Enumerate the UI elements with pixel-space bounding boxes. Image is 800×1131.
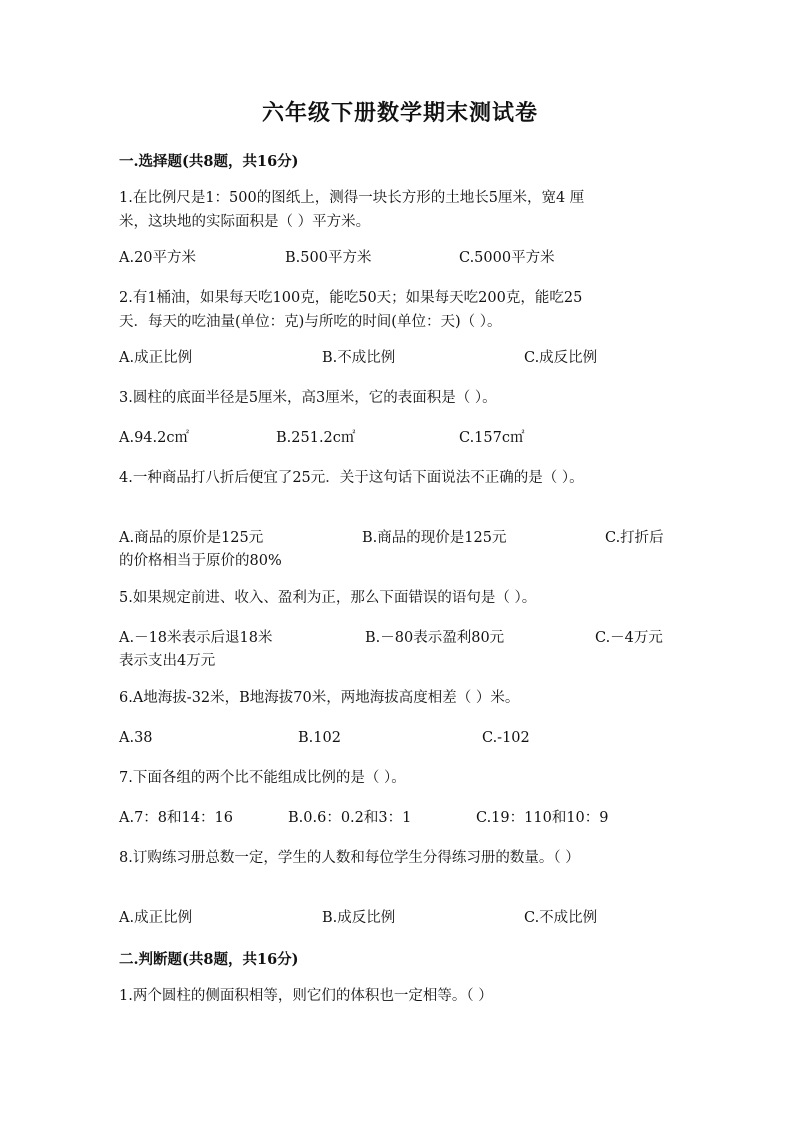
question-8 bbox=[119, 846, 679, 870]
question-7-line-1: 7.下面各组的两个比不能组成比例的是（ ）。 bbox=[119, 770, 406, 786]
question-3-option-c: C.157c㎡ bbox=[459, 430, 525, 446]
question-7-options bbox=[119, 806, 679, 830]
question-2-option-a: A.成正比例 bbox=[119, 350, 193, 366]
question-5-option-c: C.－4万元 bbox=[595, 630, 663, 646]
question-6-line-1: 6.A地海拔-32米，B地海拔70米，两地海拔高度相差（ ）米。 bbox=[119, 690, 520, 706]
question-8-options bbox=[119, 906, 679, 930]
question-1-option-c: C.5000平方米 bbox=[459, 250, 555, 266]
question-5-option-b: B.－80表示盈利80元 bbox=[365, 630, 505, 646]
question-3-option-a: A.94.2c㎡ bbox=[119, 430, 189, 446]
section-heading-judgment: 二.判断题(共8题，共16分) bbox=[119, 951, 299, 968]
question-1-line-1: 1.在比例尺是1：500的图纸上，测得一块长方形的土地长5厘米，宽4 厘 bbox=[119, 190, 585, 206]
question-2-option-b: B.不成比例 bbox=[322, 350, 396, 366]
question-6-option-c: C.-102 bbox=[482, 730, 530, 746]
question-7-option-a: A.7：8和14：16 bbox=[119, 810, 233, 826]
question-5-options bbox=[119, 626, 679, 650]
question-4 bbox=[119, 466, 679, 490]
question-8-option-c: C.不成比例 bbox=[524, 910, 598, 926]
question-3 bbox=[119, 386, 679, 410]
question-7 bbox=[119, 766, 679, 790]
question-5-line-1: 5.如果规定前进、收入、盈利为正，那么下面错误的语句是（ ）。 bbox=[119, 590, 537, 606]
question-7-option-b: B.0.6：0.2和3：1 bbox=[288, 810, 412, 826]
judgment-question-1 bbox=[119, 984, 679, 1008]
question-5-options-continued bbox=[119, 649, 679, 673]
question-5-option-a: A.－18米表示后退18米 bbox=[119, 630, 273, 646]
question-2-option-c: C.成反比例 bbox=[524, 350, 598, 366]
section-heading-choice: 一.选择题(共8题，共16分) bbox=[119, 153, 299, 170]
page-title: 六年级下册数学期末测试卷 bbox=[261, 100, 538, 126]
question-6-option-a: A.38 bbox=[119, 730, 153, 746]
question-4-option-c: C.打折后 bbox=[605, 530, 664, 546]
question-2-line-2: 天．每天的吃油量(单位：克)与所吃的时间(单位：天)（ ）。 bbox=[119, 314, 502, 330]
question-1-options bbox=[119, 246, 679, 270]
question-7-option-c: C.19：110和10：9 bbox=[476, 810, 609, 826]
question-2-options bbox=[119, 346, 679, 370]
question-1-option-a: A.20平方米 bbox=[119, 250, 197, 266]
question-4-option-b: B.商品的现价是125元 bbox=[362, 530, 507, 546]
question-4-line-1: 4.一种商品打八折后便宜了25元．关于这句话下面说法不正确的是（ ）。 bbox=[119, 470, 584, 486]
question-8-option-b: B.成反比例 bbox=[322, 910, 396, 926]
question-1-option-b: B.500平方米 bbox=[285, 250, 372, 266]
question-5-option-c-continued: 表示支出4万元 bbox=[119, 653, 216, 669]
question-8-line-1: 8.订购练习册总数一定，学生的人数和每位学生分得练习册的数量。（ ） bbox=[119, 850, 580, 866]
question-6-option-b: B.102 bbox=[298, 730, 341, 746]
question-2 bbox=[119, 286, 679, 334]
question-6 bbox=[119, 686, 679, 710]
question-4-options bbox=[119, 526, 679, 550]
question-2-line-1: 2.有1桶油，如果每天吃100克，能吃50天；如果每天吃200克，能吃25 bbox=[119, 290, 583, 306]
question-3-options bbox=[119, 426, 679, 450]
judgment-question-1-line-1: 1.两个圆柱的侧面积相等，则它们的体积也一定相等。（ ） bbox=[119, 988, 493, 1004]
question-4-option-c-continued: 的价格相当于原价的80% bbox=[119, 553, 282, 569]
question-3-line-1: 3.圆柱的底面半径是5厘米，高3厘米，它的表面积是（ ）。 bbox=[119, 390, 497, 406]
question-1 bbox=[119, 186, 679, 234]
question-4-options-continued bbox=[119, 549, 679, 573]
question-1-line-2: 米，这块地的实际面积是（ ）平方米。 bbox=[119, 214, 371, 230]
question-3-option-b: B.251.2c㎡ bbox=[276, 430, 356, 446]
question-6-options bbox=[119, 726, 679, 750]
question-5 bbox=[119, 586, 679, 610]
question-4-option-a: A.商品的原价是125元 bbox=[119, 530, 264, 546]
question-8-option-a: A.成正比例 bbox=[119, 910, 193, 926]
